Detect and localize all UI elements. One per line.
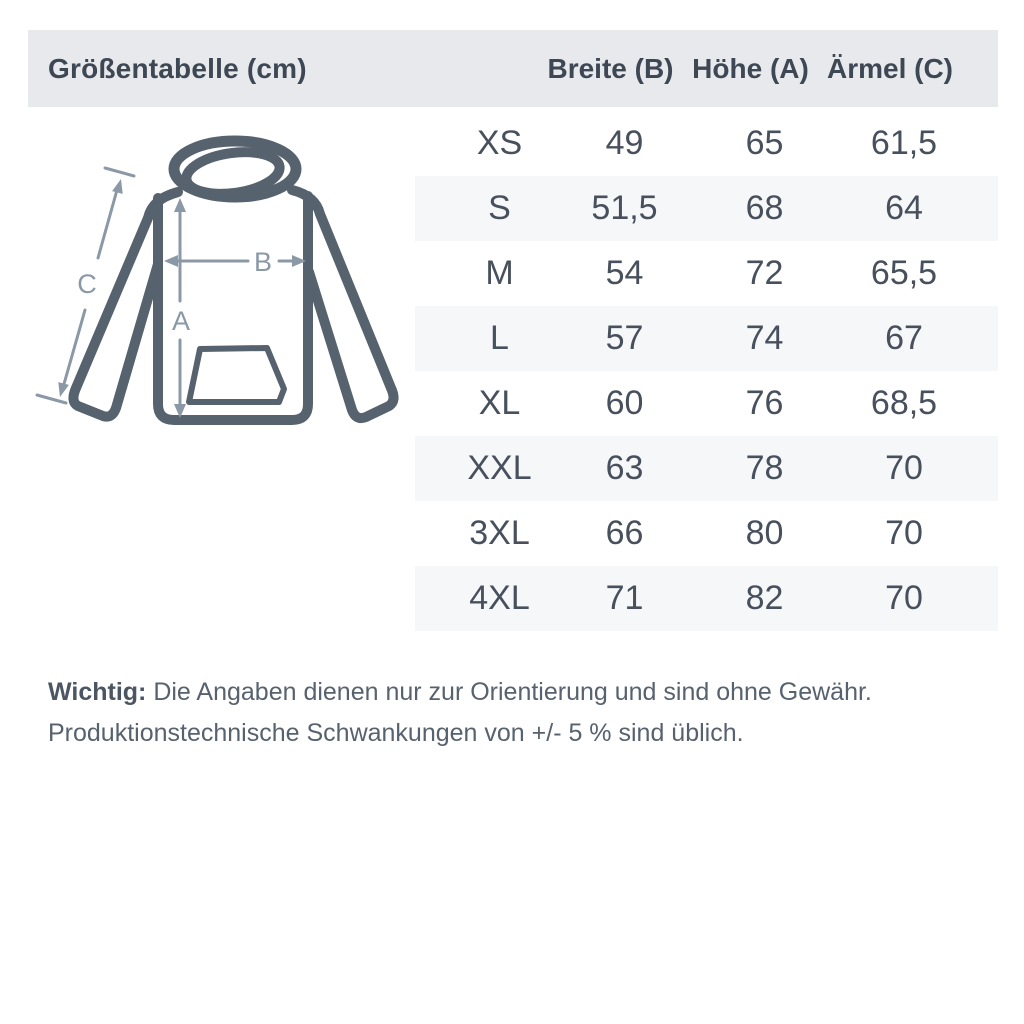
aermel-cell: 70 (885, 579, 923, 617)
aermel-cell: 64 (885, 189, 923, 227)
note-line1: Die Angaben dienen nur zur Orientierung und sind ohne Gewähr. (146, 678, 872, 706)
size-cell: XS (476, 124, 523, 162)
table-row (415, 306, 998, 371)
size-cell: 3XL (469, 514, 530, 552)
breite-cell: 71 (605, 579, 644, 617)
table-row (415, 241, 998, 306)
hoodie-measurement-diagram (30, 118, 430, 463)
dimension-tick-bottom (37, 395, 66, 403)
table-column-headers (401, 30, 984, 107)
hoodie-pocket (189, 348, 284, 402)
size-cell: M (485, 254, 514, 292)
note-label: Wichtig: (48, 678, 147, 706)
breite-cell: 57 (605, 319, 644, 357)
breite-cell: 54 (605, 254, 644, 292)
note-line2: Produktionstechnische Schwankungen von +/- 5 % sind üblich. (48, 719, 744, 747)
hoehe-cell: 82 (745, 579, 784, 617)
breite-cell: 51,5 (591, 189, 658, 227)
hoehe-cell: 68 (745, 189, 784, 227)
size-cell: L (490, 319, 509, 357)
table-row (415, 111, 998, 176)
page-title: Größentabelle (cm) (48, 52, 307, 84)
breite-cell: 63 (605, 449, 644, 487)
dimension-tick-top (105, 168, 134, 176)
hoehe-cell: 74 (745, 319, 784, 357)
hoodie-outline-drawing (73, 141, 393, 420)
size-cell: XL (478, 384, 521, 422)
aermel-cell: 67 (885, 319, 923, 357)
aermel-cell: 68,5 (870, 384, 938, 422)
size-table (415, 111, 998, 631)
hoehe-cell: 80 (745, 514, 784, 552)
table-row (415, 436, 998, 501)
measurement-arrow-b (164, 255, 306, 267)
table-row (415, 566, 998, 631)
measurement-label-b: B (253, 247, 273, 277)
breite-cell: 60 (605, 384, 644, 422)
table-row (415, 176, 998, 241)
measurement-label-a: A (171, 306, 191, 336)
hoehe-cell: 65 (745, 124, 784, 162)
table-row (415, 371, 998, 436)
important-note (48, 672, 968, 754)
hoehe-cell: 76 (745, 384, 784, 422)
breite-cell: 66 (605, 514, 644, 552)
column-header-breite: Breite (B) (547, 52, 674, 84)
column-header-aermel: Ärmel (C) (826, 52, 953, 84)
measurement-label-c: C (77, 269, 97, 299)
hoehe-cell: 72 (745, 254, 784, 292)
size-cell: XXL (467, 449, 532, 487)
hoehe-cell: 78 (745, 449, 784, 487)
breite-cell: 49 (605, 124, 644, 162)
aermel-cell: 65,5 (870, 254, 938, 292)
aermel-cell: 70 (885, 449, 923, 487)
aermel-cell: 70 (885, 514, 923, 552)
column-header-hoehe: Höhe (A) (692, 52, 809, 84)
table-row (415, 501, 998, 566)
aermel-cell: 61,5 (870, 124, 938, 162)
size-cell: 4XL (469, 579, 530, 617)
size-cell: S (488, 189, 511, 227)
